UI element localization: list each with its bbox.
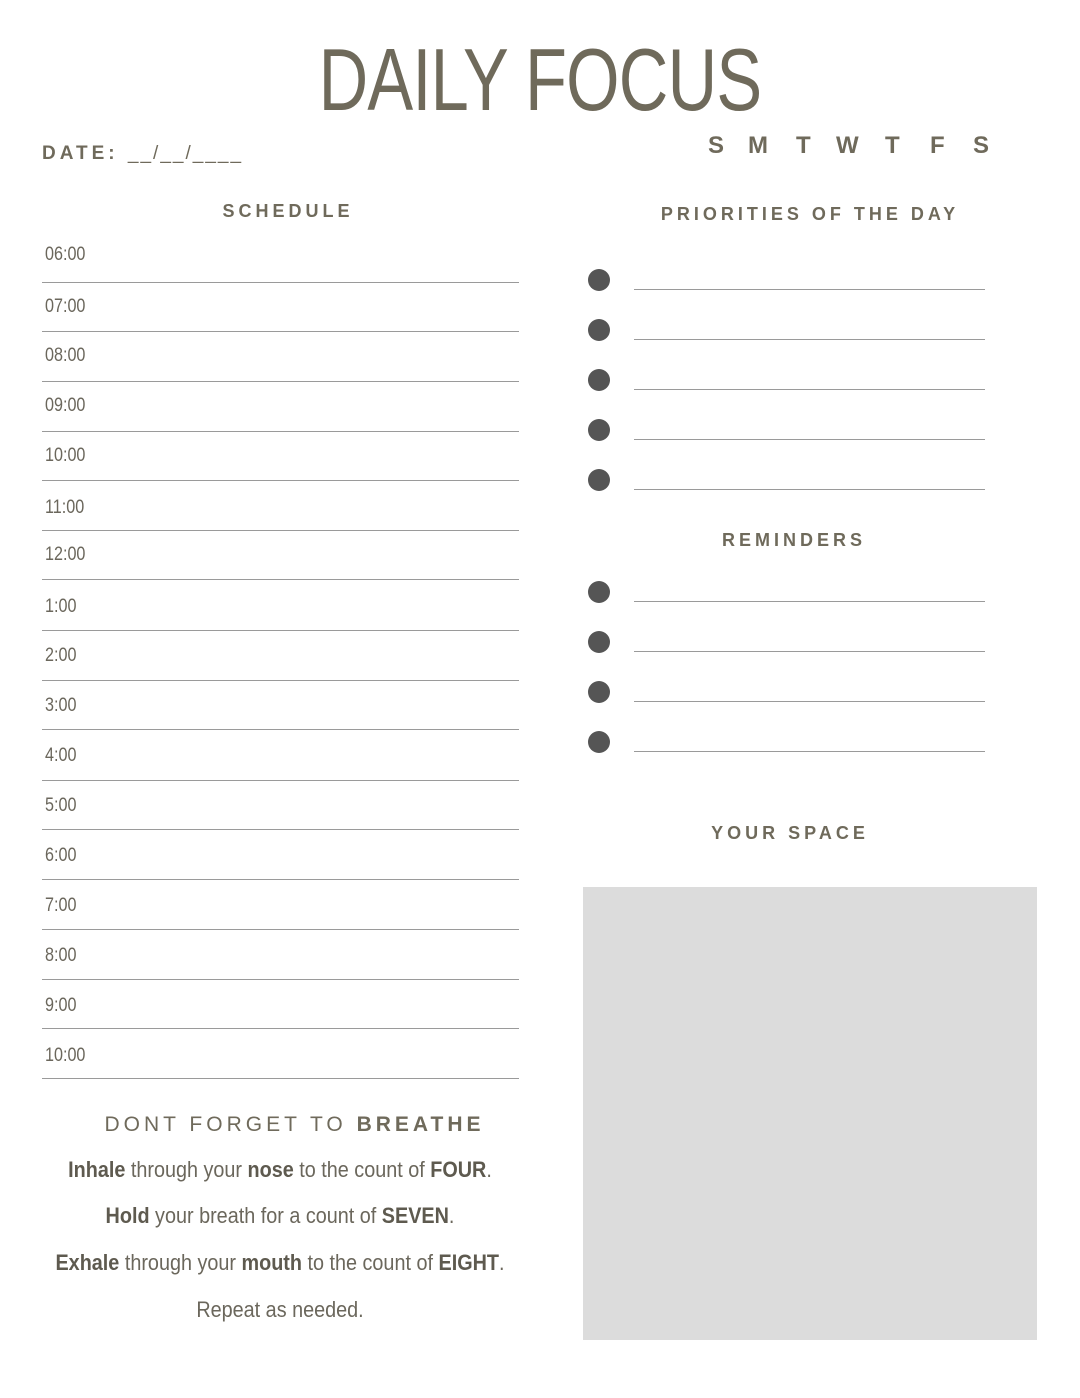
breathe-line — [46, 1297, 514, 1323]
schedule-row[interactable] — [42, 296, 519, 346]
bullet-dot-icon — [588, 469, 610, 491]
schedule-write-line — [42, 979, 519, 980]
reminder-item[interactable] — [586, 631, 986, 661]
schedule-write-line — [42, 729, 519, 730]
weekday-0[interactable]: S — [708, 132, 725, 159]
schedule-time: 2:00 — [45, 645, 77, 666]
schedule-write-line — [42, 929, 519, 930]
breathe-text: your breath for a count of — [149, 1203, 382, 1228]
priority-write-line — [634, 289, 985, 290]
breathe-line — [46, 1157, 514, 1183]
schedule-write-line — [42, 680, 519, 681]
priority-write-line — [634, 339, 985, 340]
priority-item[interactable] — [586, 269, 986, 299]
schedule-write-line — [42, 381, 519, 382]
reminder-item[interactable] — [586, 681, 986, 711]
schedule-time: 10:00 — [45, 1045, 86, 1066]
priority-item[interactable] — [586, 419, 986, 449]
schedule-row[interactable] — [42, 945, 519, 995]
priority-item[interactable] — [586, 469, 986, 499]
breathe-text: Repeat as needed. — [196, 1297, 364, 1322]
schedule-write-line — [42, 630, 519, 631]
schedule-row[interactable] — [42, 596, 519, 646]
bullet-dot-icon — [588, 369, 610, 391]
priorities-heading: PRIORITIES OF THE DAY — [660, 204, 960, 224]
schedule-row[interactable] — [42, 497, 519, 547]
breathe-keyword: mouth — [241, 1250, 302, 1275]
schedule-time: 11:00 — [45, 497, 85, 518]
schedule-time: 4:00 — [45, 745, 77, 766]
breathe-prefix: DONT FORGET TO — [104, 1113, 357, 1136]
schedule-write-line — [42, 579, 519, 580]
schedule-time: 5:00 — [45, 795, 77, 816]
schedule-write-line — [42, 879, 519, 880]
breathe-keyword: EIGHT — [438, 1250, 499, 1275]
breathe-keyword: SEVEN — [381, 1203, 449, 1228]
schedule-write-line — [42, 1078, 519, 1079]
schedule-row[interactable] — [42, 244, 519, 294]
weekday-1[interactable]: M — [748, 132, 768, 159]
schedule-row[interactable] — [42, 795, 519, 845]
priority-item[interactable] — [586, 369, 986, 399]
schedule-write-line — [42, 431, 519, 432]
schedule-time: 09:00 — [45, 395, 86, 416]
reminders-heading: REMINDERS — [721, 530, 866, 550]
schedule-time: 7:00 — [45, 895, 77, 916]
schedule-time: 8:00 — [45, 945, 77, 966]
schedule-heading: SCHEDULE — [222, 201, 354, 221]
breathe-text: through your — [119, 1250, 242, 1275]
priority-write-line — [634, 489, 985, 490]
reminder-item[interactable] — [586, 581, 986, 611]
reminder-write-line — [634, 751, 985, 752]
schedule-row[interactable] — [42, 845, 519, 895]
schedule-time: 1:00 — [45, 596, 77, 617]
date-field[interactable] — [42, 143, 243, 165]
breathe-heading — [42, 1113, 547, 1137]
breathe-text: to the count of — [293, 1157, 431, 1182]
reminder-write-line — [634, 601, 985, 602]
breathe-emphasis: BREATHE — [356, 1113, 485, 1136]
priority-item[interactable] — [586, 319, 986, 349]
weekday-3[interactable]: W — [836, 132, 859, 159]
breathe-line — [46, 1203, 514, 1229]
bullet-dot-icon — [588, 631, 610, 653]
priority-write-line — [634, 439, 985, 440]
schedule-time: 06:00 — [45, 244, 86, 265]
reminder-write-line — [634, 651, 985, 652]
schedule-row[interactable] — [42, 395, 519, 445]
schedule-time: 6:00 — [45, 845, 77, 866]
schedule-row[interactable] — [42, 995, 519, 1045]
schedule-row[interactable] — [42, 695, 519, 745]
breathe-text: . — [448, 1203, 455, 1228]
breathe-keyword: Hold — [105, 1203, 150, 1228]
schedule-row[interactable] — [42, 745, 519, 795]
breathe-keyword: nose — [247, 1157, 294, 1182]
weekday-selector — [700, 132, 1000, 162]
weekday-4[interactable]: T — [885, 132, 900, 159]
bullet-dot-icon — [588, 419, 610, 441]
schedule-time: 08:00 — [45, 345, 86, 366]
schedule-write-line — [42, 780, 519, 781]
schedule-write-line — [42, 1028, 519, 1029]
schedule-time: 9:00 — [45, 995, 77, 1016]
schedule-write-line — [42, 530, 519, 531]
your-space-box[interactable] — [583, 887, 1037, 1340]
schedule-row[interactable] — [42, 645, 519, 695]
schedule-row[interactable] — [42, 544, 519, 594]
schedule-write-line — [42, 829, 519, 830]
weekday-6[interactable]: S — [973, 132, 990, 159]
schedule-time: 3:00 — [45, 695, 77, 716]
breathe-text: through your — [125, 1157, 248, 1182]
reminder-item[interactable] — [586, 731, 986, 761]
schedule-time: 10:00 — [45, 445, 86, 466]
your-space-heading: YOUR SPACE — [711, 823, 869, 843]
bullet-dot-icon — [588, 319, 610, 341]
breathe-keyword: Inhale — [68, 1157, 126, 1182]
bullet-dot-icon — [588, 731, 610, 753]
schedule-row[interactable] — [42, 345, 519, 395]
reminder-write-line — [634, 701, 985, 702]
schedule-time: 12:00 — [45, 544, 86, 565]
bullet-dot-icon — [588, 581, 610, 603]
weekday-5[interactable]: F — [930, 132, 945, 159]
bullet-dot-icon — [588, 681, 610, 703]
priority-write-line — [634, 389, 985, 390]
weekday-2[interactable]: T — [796, 132, 811, 159]
breathe-line — [46, 1250, 514, 1276]
date-blank: __/__/____ — [127, 143, 244, 164]
breathe-keyword: FOUR — [430, 1157, 487, 1182]
breathe-keyword: Exhale — [55, 1250, 120, 1275]
schedule-time: 07:00 — [45, 296, 86, 317]
schedule-write-line — [42, 480, 519, 481]
date-label: DATE: — [42, 143, 119, 164]
breathe-text: to the count of — [301, 1250, 439, 1275]
schedule-row[interactable] — [42, 445, 519, 495]
schedule-write-line — [42, 282, 519, 283]
breathe-text: . — [486, 1157, 492, 1182]
schedule-write-line — [42, 331, 519, 332]
schedule-row[interactable] — [42, 1045, 519, 1095]
breathe-text: . — [498, 1250, 505, 1275]
page-title: DAILY FOCUS — [318, 30, 762, 129]
schedule-row[interactable] — [42, 895, 519, 945]
bullet-dot-icon — [588, 269, 610, 291]
